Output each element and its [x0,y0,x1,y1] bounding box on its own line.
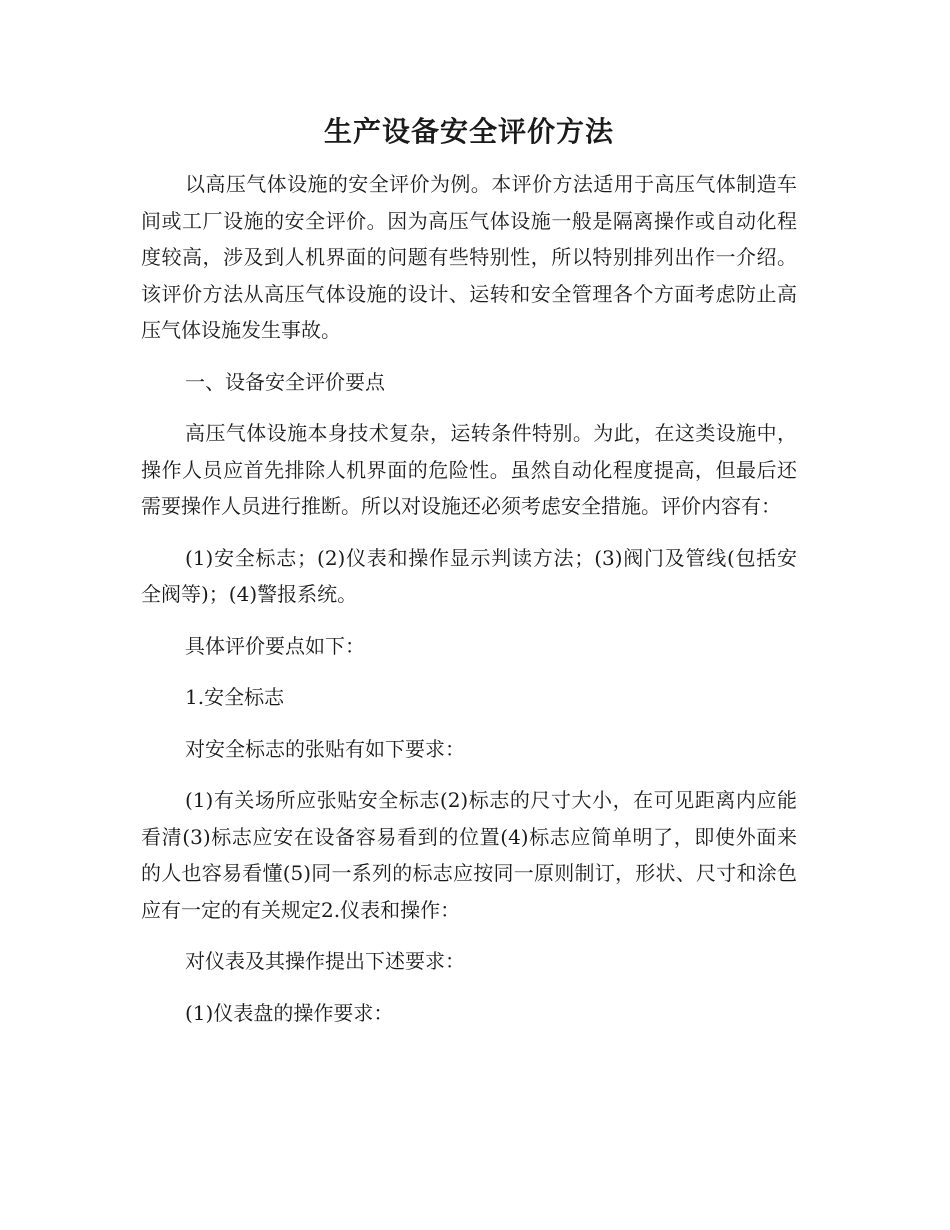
paragraph-intro: 以高压气体设施的安全评价为例。本评价方法适用于高压气体制造车间或工厂设施的安全评价。因为高压气体设施一般是隔离操作或自动化程度较高，涉及到人机界面的问题有些特别性，所以特别排列出作一介绍。该评价方法从高压气体设施的设计、运转和安全管理各个方面考虑防止高压气体设施发生事故。 [141,172,797,342]
paragraph-specific-points: 具体评价要点如下： [185,633,365,658]
document-title: 生产设备安全评价方法 [323,115,614,148]
paragraph-instrument-requirements-intro: 对仪表及其操作提出下述要求： [185,949,465,973]
paragraph-facility-complexity: 高压气体设施本身技术复杂，运转条件特别。为此，在这类设施中，操作人员应首先排除人机界面的危险性。虽然自动化程度提高，但最后还需要操作人员进行推断。所以对设施还必须考虑安全措施。评价内容有： [141,421,797,518]
subheading-safety-signs: 1.安全标志 [185,685,285,709]
paragraph-panel-operation: (1)仪表盘的操作要求： [185,1000,394,1025]
document-page [141,112,797,1046]
paragraph-sign-requirements: (1)有关场所应张贴安全标志(2)标志的尺寸大小，在可见距离内应能看清(3)标志应安在设备容易看到的位置(4)标志应简单明了，即使外面来的人也容易看懂(5)同一系列的标志应按同一原则制订，形状、尺寸和涂色应有一定的有关规定2.仪表和操作： [141,788,797,922]
paragraph-evaluation-items: (1)安全标志；(2)仪表和操作显示判读方法；(3)阀门及管线(包括安全阀等)；(4)警报系统。 [141,545,797,606]
section-heading-evaluation-points: 一、设备安全评价要点 [185,369,385,394]
paragraph-sign-requirements-intro: 对安全标志的张贴有如下要求： [185,736,465,761]
